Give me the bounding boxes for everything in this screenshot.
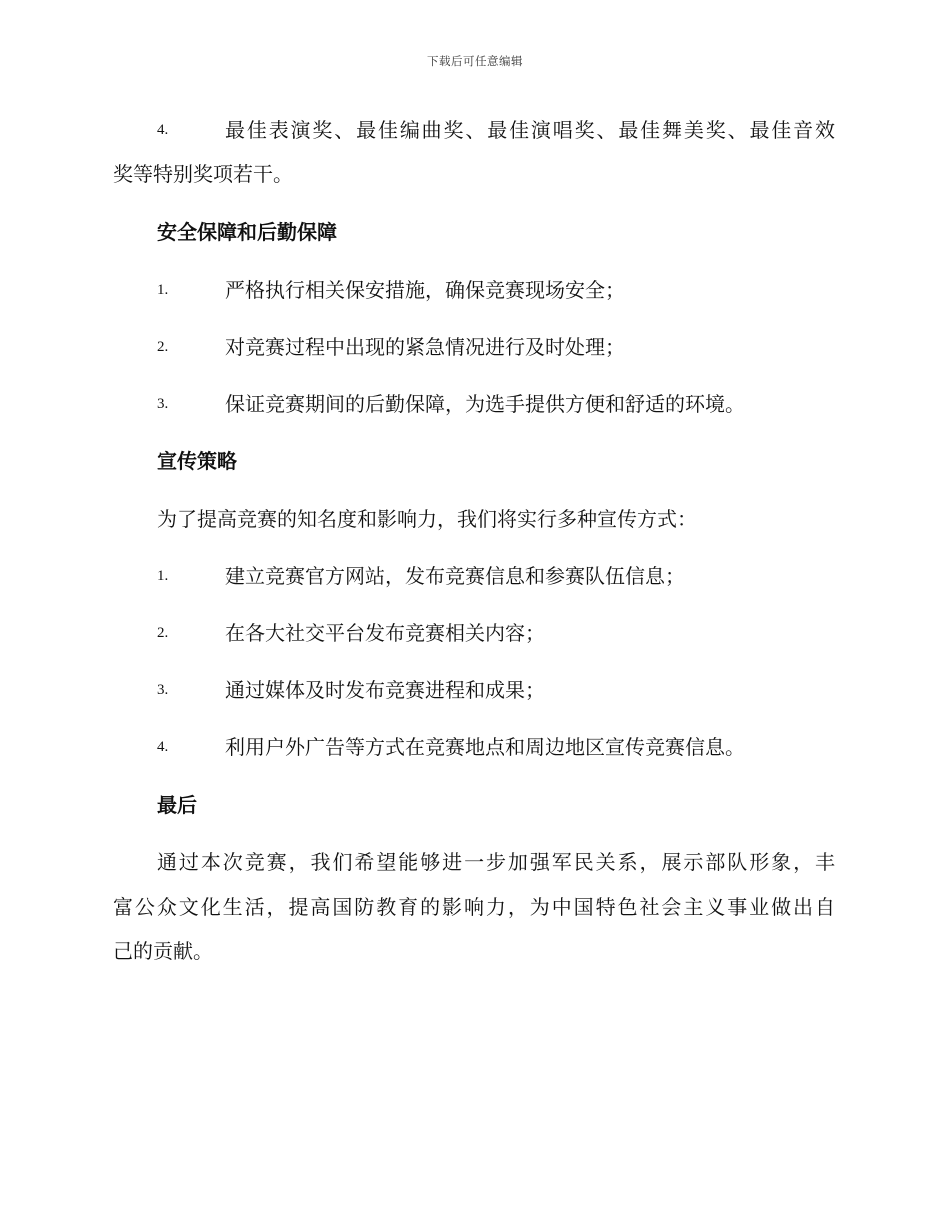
list-item-number: 3. (157, 682, 169, 698)
list-item-number: 2. (157, 625, 169, 641)
closing-paragraph-line3: 己的贡献。 (113, 939, 213, 963)
section-intro-paragraph: 为了提高竞赛的知名度和影响力，我们将实行多种宣传方式： (157, 507, 697, 531)
list-item-text-line1: 最佳表演奖、最佳编曲奖、最佳演唱奖、最佳舞美奖、最佳音效 (225, 118, 835, 142)
list-item-number: 3. (157, 396, 169, 412)
section-heading-final: 最后 (157, 793, 197, 817)
list-item-number: 4. (157, 122, 169, 138)
closing-paragraph-line1: 通过本次竞赛，我们希望能够进一步加强军民关系，展示部队形象，丰 (157, 850, 835, 874)
list-item-number: 1. (157, 282, 169, 298)
list-item-text: 通过媒体及时发布竞赛进程和成果； (225, 678, 545, 702)
list-item-number: 2. (157, 339, 169, 355)
list-item-text: 保证竞赛期间的后勤保障，为选手提供方便和舒适的环境。 (225, 392, 745, 416)
list-item-text: 利用户外广告等方式在竞赛地点和周边地区宣传竞赛信息。 (225, 735, 745, 759)
section-heading-safety: 安全保障和后勤保障 (157, 220, 337, 244)
list-item-text: 严格执行相关保安措施，确保竞赛现场安全； (225, 278, 625, 302)
list-item-text: 对竞赛过程中出现的紧急情况进行及时处理； (225, 335, 625, 359)
list-item-text: 在各大社交平台发布竞赛相关内容； (225, 621, 545, 645)
list-item-number: 1. (157, 568, 169, 584)
section-heading-promo: 宣传策略 (157, 449, 237, 473)
list-item-text-line2: 奖等特别奖项若干。 (113, 162, 293, 186)
list-item-text: 建立竞赛官方网站，发布竞赛信息和参赛队伍信息； (225, 564, 685, 588)
closing-paragraph-line2: 富公众文化生活，提高国防教育的影响力，为中国特色社会主义事业做出自 (113, 895, 835, 919)
list-item-number: 4. (157, 739, 169, 755)
page-header: 下载后可任意编辑 (427, 54, 523, 68)
